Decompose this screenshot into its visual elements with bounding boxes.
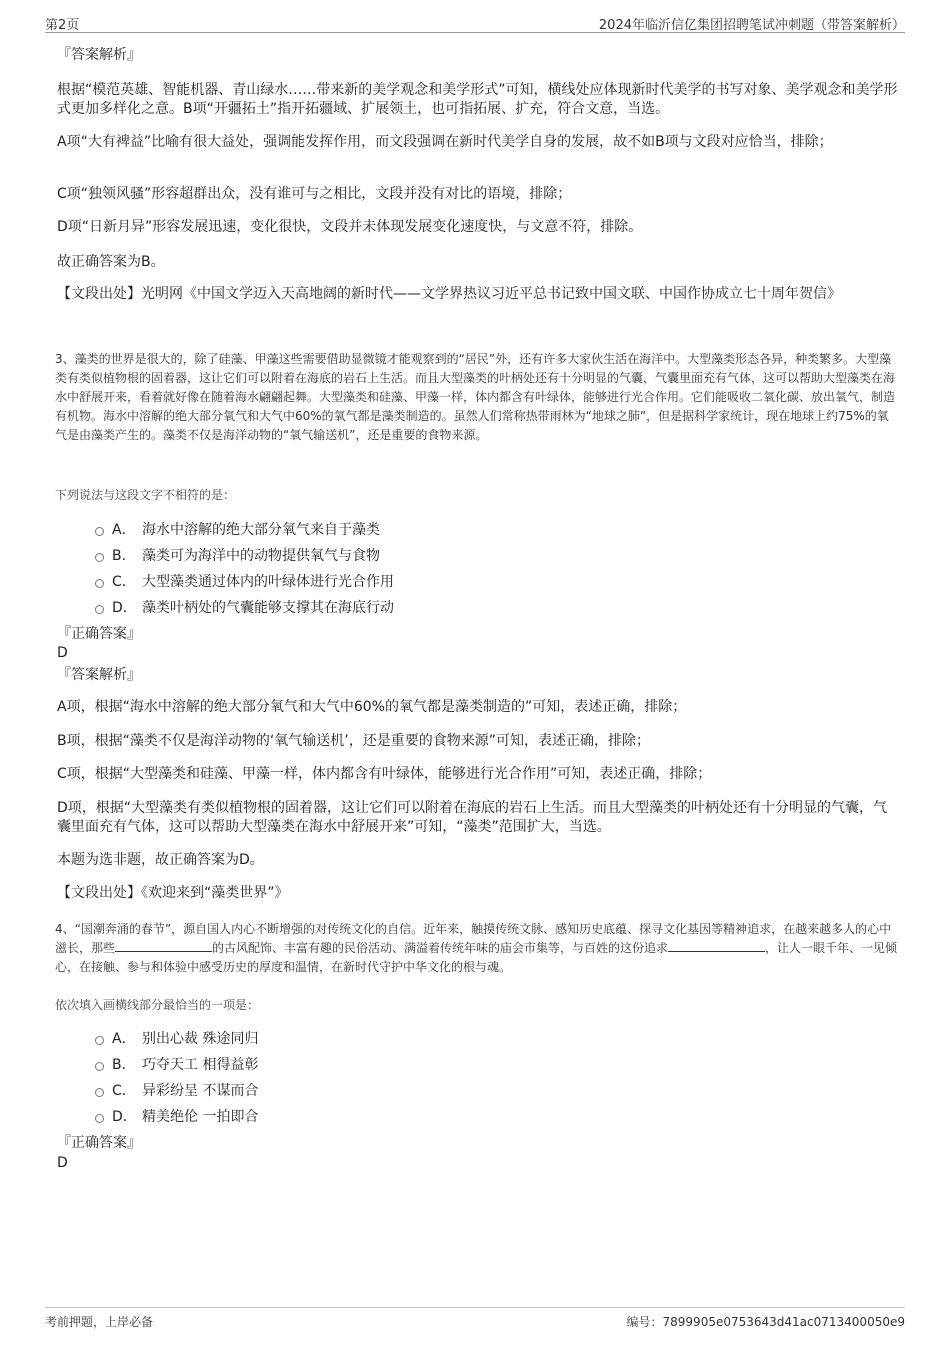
q3-conclusion: 本题为选非题，故正确答案为D。 <box>57 852 264 868</box>
q2-analysis-p1: 根据“模范英雄、智能机器、青山绿水……带来新的美学观念和美学形式”可知，横线处应体现新时代美学的书写对象、美学观念和美学形式更加多样化之意。B项“开疆拓土”指开拓疆域、扩展领土，也可指拓展、扩充，符合文意，当选。 <box>57 82 898 117</box>
radio-icon[interactable] <box>95 1114 104 1123</box>
q2-analysis-p4: D项“日新月异”形容发展迅速，变化很快，文段并未体现发展变化速度快，与文意不符，排除。 <box>57 219 643 235</box>
q4-passage: 4、“国潮奔涌的春节”，源自国人内心不断增强的对传统文化的自信。近年来，触摸传统文脉、感知历史底蕴、探寻文化基因等精神追求，在越来越多人的心中滋长，那些 的古风配饰、丰富有趣的民俗活动、满溢着传统年味的庙会市集等，与百姓的这份追求 ，让人一眼千年、一见倾心，在接触、参与和体验中感受历史的厚度和温情，在新时代守护中华文化的根与魂。 <box>55 922 898 974</box>
q3-option-c[interactable]: C． 大型藻类通过体内的叶绿体进行光合作用 <box>95 568 394 594</box>
q4-option-a[interactable]: A． 别出心裁 殊途同归 <box>95 1025 258 1051</box>
q4-option-b[interactable]: B． 巧夺天工 相得益彰 <box>95 1051 258 1077</box>
q3-answer: D <box>57 645 68 661</box>
q3-options <box>95 516 394 620</box>
blank-2[interactable] <box>668 939 765 952</box>
q4-option-d[interactable]: D． 精美绝伦 一拍即合 <box>95 1103 258 1129</box>
blank-1[interactable] <box>115 939 212 952</box>
radio-icon[interactable] <box>95 1062 104 1071</box>
q4-options <box>95 1025 258 1129</box>
q4-option-c[interactable]: C． 异彩纷呈 不谋而合 <box>95 1077 258 1103</box>
page-number: 第2页 <box>45 18 80 33</box>
q2-analysis-p5: 故正确答案为B。 <box>57 254 165 270</box>
document-code: 编号：7899905e0753643d41ac0713400050e9 <box>626 1315 905 1329</box>
q2-analysis-p3: C项“独领风骚”形容超群出众，没有谁可与之相比，文段并没有对比的语境，排除； <box>57 186 572 202</box>
q3-analysis-a: A项，根据“海水中溶解的绝大部分氧气和大气中60%的氧气都是藻类制造的”可知，表述正确，排除； <box>57 699 687 715</box>
radio-icon[interactable] <box>95 527 104 536</box>
radio-icon[interactable] <box>95 1088 104 1097</box>
radio-icon[interactable] <box>95 605 104 614</box>
footer-slogan: 考前押题，上岸必备 <box>45 1315 154 1329</box>
q4-prompt: 依次填入画横线部分最恰当的一项是： <box>55 998 260 1012</box>
header-divider <box>45 32 905 33</box>
q2-analysis-p2: A项“大有裨益”比喻有很大益处，强调能发挥作用，而文段强调在新时代美学自身的发展，故不如B项与文段对应恰当，排除； <box>57 134 833 150</box>
q3-prompt: 下列说法与这段文字不相符的是： <box>55 488 236 502</box>
q3-option-d[interactable]: D． 藻类叶柄处的气囊能够支撑其在海底行动 <box>95 594 394 620</box>
q3-analysis-label: 『答案解析』 <box>57 667 141 683</box>
q3-option-a[interactable]: A． 海水中溶解的绝大部分氧气来自于藻类 <box>95 516 394 542</box>
footer-divider <box>45 1307 905 1308</box>
q3-passage: 3、藻类的世界是很大的，除了硅藻、甲藻这些需要借助显微镜才能观察到的“居民”外，还有许多大家伙生活在海洋中。大型藻类形态各异，种类繁多。大型藻类有类似植物根的固着器，这让它们可以附着在海底的岩石上生活。而且大型藻类的叶柄处还有十分明显的气囊，气囊里面充有气体，这可以帮助大型藻类在海水中舒展开来，看着就好像在随着海水翩翩起舞。大型藻类和硅藻、甲藻一样，体内都含有叶绿体，能够进行光合作用。它们能吸收二氧化碳、放出氧气，制造有机物。海水中溶解的绝大部分氧气和大气中60%的氧气都是藻类制造的。虽然人们常称热带雨林为“地球之肺”，但是据科学家统计，现在地球上约75%的氧气是由藻类产生的。藻类不仅是海洋动物的“氧气输送机”，还是重要的食物来源。 <box>55 352 896 442</box>
q4-answer-label: 『正确答案』 <box>57 1135 141 1151</box>
q4-answer: D <box>57 1155 68 1171</box>
q3-analysis-b: B项，根据“藻类不仅是海洋动物的‘氧气输送机’，还是重要的食物来源”可知，表述正确，排除； <box>57 733 651 749</box>
q3-answer-label: 『正确答案』 <box>57 626 141 642</box>
radio-icon[interactable] <box>95 579 104 588</box>
q3-option-b[interactable]: B． 藻类可为海洋中的动物提供氧气与食物 <box>95 542 394 568</box>
radio-icon[interactable] <box>95 1036 104 1045</box>
q2-analysis-label: 『答案解析』 <box>57 47 141 63</box>
q3-analysis-c: C项，根据“大型藻类和硅藻、甲藻一样，体内都含有叶绿体，能够进行光合作用”可知，表述正确，排除； <box>57 766 712 782</box>
page-header <box>45 14 905 34</box>
q3-source: 【文段出处】《欢迎来到“藻类世界”》 <box>57 885 289 901</box>
radio-icon[interactable] <box>95 553 104 562</box>
q2-source: 【文段出处】光明网《中国文学迈入天高地阔的新时代——文学界热议习近平总书记致中国文联、中国作协成立七十周年贺信》 <box>57 286 841 302</box>
document-title: 2024年临沂信亿集团招聘笔试冲刺题（带答案解析） <box>598 18 905 33</box>
q3-analysis-d: D项，根据“大型藻类有类似植物根的固着器，这让它们可以附着在海底的岩石上生活。而且大型藻类的叶柄处还有十分明显的气囊，气囊里面充有气体，这可以帮助大型藻类在海水中舒展开来”可知，“藻类”范围扩大，当选。 <box>57 800 888 835</box>
